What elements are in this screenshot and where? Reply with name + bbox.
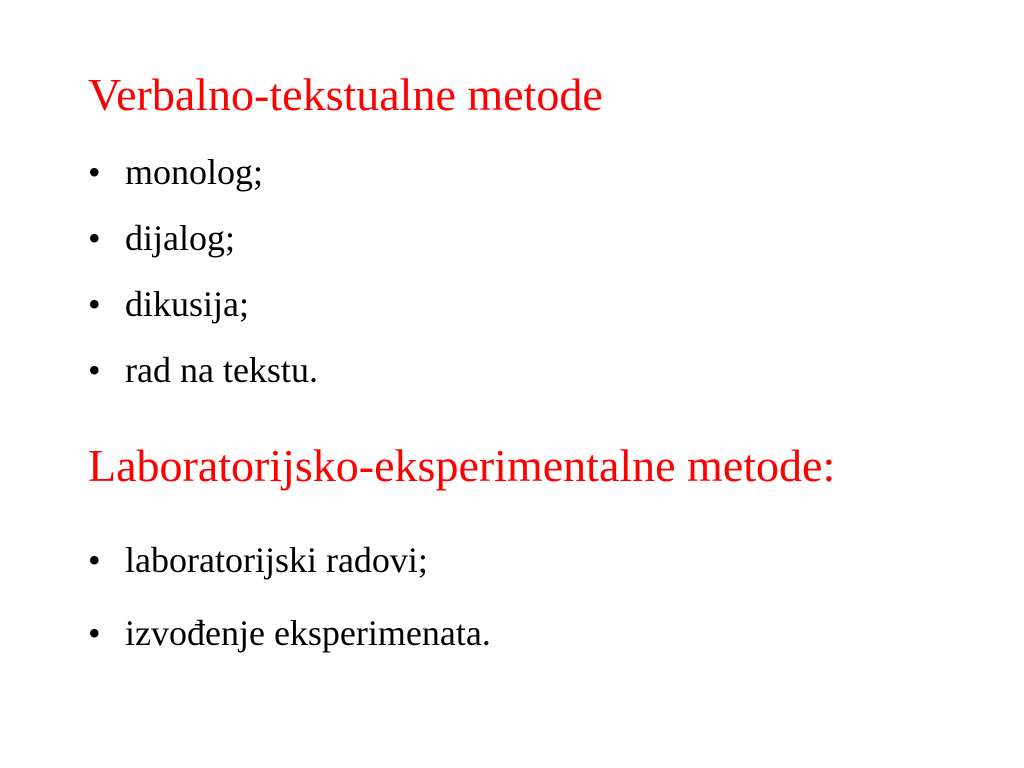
list-item-text: dijalog; bbox=[125, 218, 235, 258]
list-item-text: rad na tekstu. bbox=[125, 350, 318, 390]
section-heading-laboratory: Laboratorijsko-eksperimentalne metode: bbox=[88, 440, 836, 491]
bullet-icon: • bbox=[88, 540, 101, 580]
bullet-icon: • bbox=[88, 350, 101, 390]
section-heading-verbal: Verbalno-tekstualne metode bbox=[88, 69, 603, 120]
list-item-text: laboratorijski radovi; bbox=[125, 540, 428, 580]
list-item-text: dikusija; bbox=[125, 284, 249, 324]
bullet-icon: • bbox=[88, 284, 101, 324]
list-item-text: izvođenje eksperimenata. bbox=[125, 613, 491, 653]
list-item-text: monolog; bbox=[125, 152, 264, 192]
bullet-icon: • bbox=[88, 152, 101, 192]
bullet-icon: • bbox=[88, 613, 101, 653]
bullet-icon: • bbox=[88, 218, 101, 258]
